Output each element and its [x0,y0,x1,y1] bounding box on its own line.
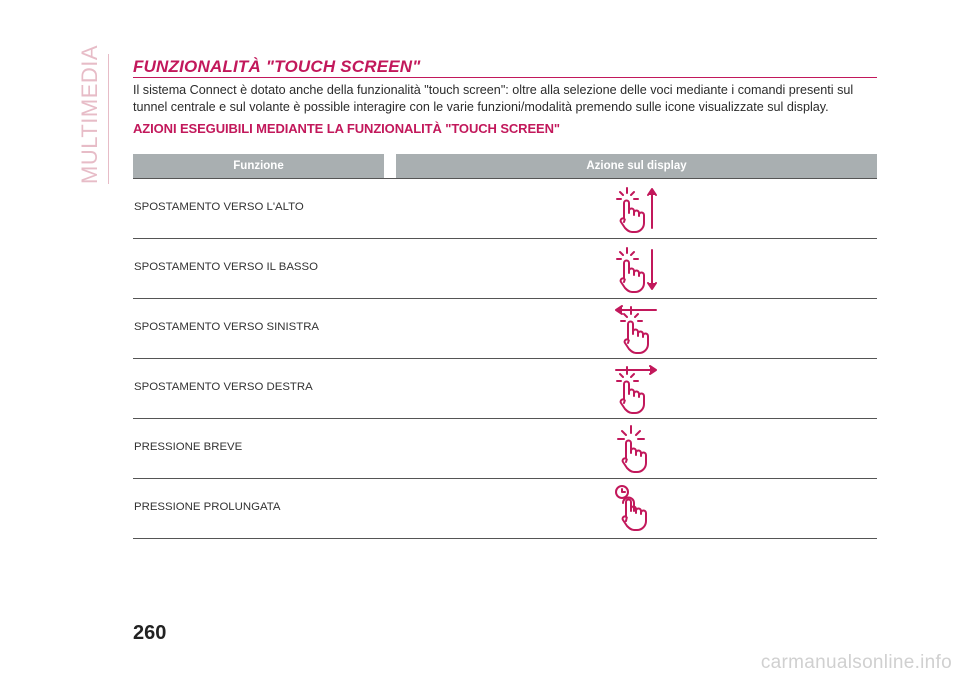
table-row [133,479,877,539]
swipe-down-icon [612,243,660,295]
swipe-right-icon [612,363,660,415]
row-label: SPOSTAMENTO VERSO L'ALTO [134,201,304,213]
table-header-funzione: Funzione [133,154,384,178]
row-label: PRESSIONE PROLUNGATA [134,501,281,513]
watermark: carmanualsonline.info [760,652,952,673]
table-subtitle: AZIONI ESEGUIBILI MEDIANTE LA FUNZIONALITÀ "TOUCH SCREEN" [133,121,560,136]
table-row [133,299,877,359]
long-press-icon [612,483,660,535]
page-number: 260 [133,622,167,644]
tap-icon [612,423,660,475]
row-label: SPOSTAMENTO VERSO DESTRA [134,381,313,393]
title-rule [133,77,877,78]
page-title: FUNZIONALITÀ "TOUCH SCREEN" [133,57,421,76]
table-row [133,239,877,299]
row-label: PRESSIONE BREVE [134,441,243,453]
gesture-table [133,179,877,539]
row-label: SPOSTAMENTO VERSO SINISTRA [134,321,320,333]
table-row [133,359,877,419]
section-side-label: MULTIMEDIA [77,44,102,184]
row-label: SPOSTAMENTO VERSO IL BASSO [134,261,318,273]
swipe-left-icon [612,303,660,355]
table-row [133,419,877,479]
swipe-up-icon [612,183,660,235]
intro-paragraph: Il sistema Connect è dotato anche della funzionalità "touch screen": oltre alla selezione delle voci mediante i comandi presenti sul tunnel centrale e sul volante è possible interagire con le varie funzioni/modalità premendo sulle icone visualizzate sul display. [133,83,854,114]
table-header-azione: Azione sul display [396,154,877,178]
table-row [133,179,877,239]
